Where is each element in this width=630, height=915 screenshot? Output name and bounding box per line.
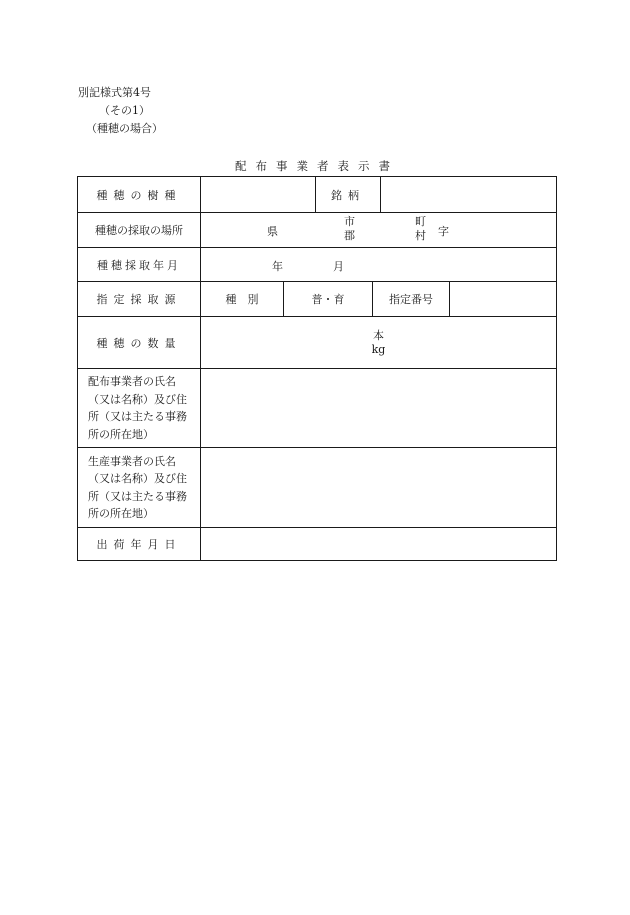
collection-date-value[interactable] (201, 248, 556, 281)
species-label: 種穂の樹種 (78, 177, 201, 212)
row-source (78, 281, 556, 316)
row-quantity (78, 316, 556, 368)
quantity-label: 種穂の数量 (78, 317, 201, 368)
collection-date-label: 種穂採取年月 (78, 248, 201, 281)
species-value[interactable] (201, 177, 316, 212)
brand-label: 銘柄 (316, 177, 381, 212)
source-label: 指定採取源 (78, 282, 201, 316)
producer-label: 生産事業者の氏名（又は名称）及び住所（又は主たる事務所の所在地） (78, 448, 201, 527)
location-label: 種穂の採取の場所 (78, 213, 201, 247)
form-part: （その1） (99, 104, 150, 117)
row-producer (78, 447, 556, 527)
designated-number-value[interactable] (450, 282, 556, 316)
distributor-value[interactable] (201, 369, 556, 447)
designated-number-label: 指定番号 (373, 282, 450, 316)
label-table (77, 176, 557, 561)
form-case: （種穂の場合） (86, 122, 163, 135)
weight-unit: kg (371, 342, 386, 356)
document-title: 配布事業者表示書 (235, 159, 399, 173)
ship-date-value[interactable] (201, 528, 556, 560)
location-value[interactable] (201, 213, 556, 247)
row-collection-date (78, 247, 556, 281)
prefecture-unit: 県 (267, 225, 278, 238)
city-county-unit (344, 215, 355, 243)
row-species (78, 177, 556, 212)
city-unit: 市 (344, 215, 355, 228)
source-type-value[interactable]: 普・育 (284, 282, 373, 316)
month-unit: 月 (333, 260, 344, 273)
town-village-unit (415, 215, 426, 243)
row-ship-date (78, 527, 556, 560)
count-unit: 本 (373, 328, 384, 342)
quantity-value[interactable] (201, 317, 556, 368)
brand-value[interactable] (381, 177, 556, 212)
county-unit: 郡 (344, 229, 355, 242)
village-unit: 村 (415, 229, 426, 242)
town-unit: 町 (415, 215, 426, 228)
row-location (78, 212, 556, 247)
row-distributor (78, 368, 556, 447)
form-number: 別記様式第4号 (78, 86, 151, 99)
aza-unit: 字 (438, 225, 449, 238)
producer-value[interactable] (201, 448, 556, 527)
year-unit: 年 (272, 260, 283, 273)
quantity-units (372, 329, 386, 357)
source-type-label: 種 別 (201, 282, 284, 316)
ship-date-label: 出荷年月日 (78, 528, 201, 560)
distributor-label: 配布事業者の氏名（又は名称）及び住所（又は主たる事務所の所在地） (78, 369, 201, 447)
